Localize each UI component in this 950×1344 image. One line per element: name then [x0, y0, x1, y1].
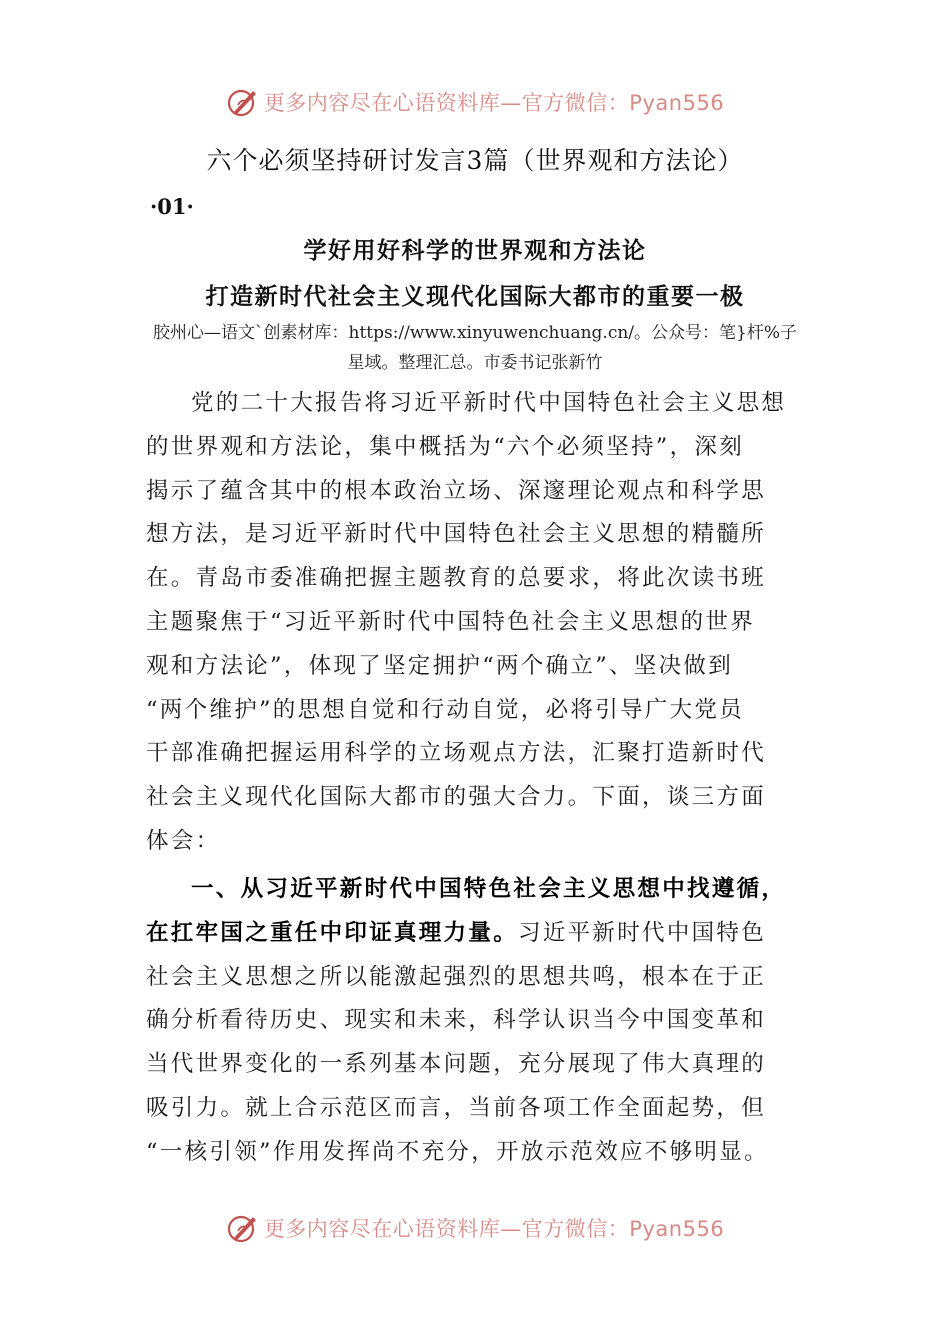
paragraph-line: 吸引力。就上合示范区而言，当前各项工作全面起势，但: [146, 1094, 767, 1121]
section-heading-bold: 一、从习近平新时代中国特色社会主义思想中找遵循，: [191, 876, 787, 902]
document-title: 六个必须坚持研讨发言3篇（世界观和方法论）: [206, 146, 744, 175]
paragraph-line: 想方法，是习近平新时代中国特色社会主义思想的精髓所: [146, 521, 767, 548]
banner-text: 更多内容尽在心语资料库—官方微信：Pyan556: [263, 1217, 725, 1241]
banner-text: 更多内容尽在心语资料库—官方微信：Pyan556: [263, 91, 725, 115]
paragraph-line: “一核引领”作用发挥尚不充分，开放示范效应不够明显。: [146, 1138, 769, 1165]
quill-pen-logo-icon: [226, 1211, 260, 1245]
section-heading-bold-cont: 在扛牢国之重任中印证真理力量。: [146, 919, 519, 946]
paragraph-2: [146, 868, 806, 1175]
paragraph-line: 社会主义现代化国际大都市的强大合力。下面，谈三方面: [146, 784, 767, 811]
paragraph-line: [146, 912, 806, 956]
top-banner: [0, 82, 950, 122]
paragraph-line: 干部准确把握运用科学的立场观点方法，汇聚打造新时代: [146, 740, 767, 767]
paragraph-text: 习近平新时代中国特色: [518, 919, 767, 946]
bottom-banner: [0, 1208, 950, 1248]
paragraph-line: 的世界观和方法论，集中概括为“六个必须坚持”，深刻: [146, 433, 745, 460]
section-marker: ·01·: [150, 194, 194, 219]
quill-pen-logo-icon: [226, 85, 260, 119]
paragraph-line: 揭示了蕴含其中的根本政治立场、深邃理论观点和科学思: [146, 477, 767, 504]
source-note: [145, 318, 805, 378]
source-note-line-2: 星域。整理汇总。市委书记张新竹: [347, 353, 603, 373]
paragraph-line: 当代世界变化的一系列基本问题，充分展现了伟大真理的: [146, 1051, 767, 1078]
paragraph-line: 主题聚焦于“习近平新时代中国特色社会主义思想的世界: [146, 608, 756, 635]
paragraph-1: [146, 382, 806, 864]
paragraph-line: 社会主义思想之所以能激起强烈的思想共鸣，根本在于正: [146, 963, 767, 990]
paragraph-line: 观和方法论”，体现了坚定拥护“两个确立”、坚决做到: [146, 652, 734, 679]
paragraph-line: 确分析看待历史、现实和未来，科学认识当今中国变革和: [146, 1007, 767, 1034]
heading-line-2: 打造新时代社会主义现代化国际大都市的重要一极: [205, 283, 745, 310]
heading-line-1: 学好用好科学的世界观和方法论: [303, 237, 647, 264]
paragraph-line: 体会：: [146, 827, 221, 854]
paragraph-line: 党的二十大报告将习近平新时代中国特色社会主义思想: [191, 390, 787, 416]
paragraph-line: 在。青岛市委准确把握主题教育的总要求，将此次读书班: [146, 565, 767, 592]
source-note-line-1: 胶州心—语文`创素材库：https://www.xinyuwenchuang.cn/。公众号：笔}杆%子: [153, 323, 797, 343]
paragraph-line: “两个维护”的思想自觉和行动自觉，必将引导广大党员: [146, 696, 745, 723]
